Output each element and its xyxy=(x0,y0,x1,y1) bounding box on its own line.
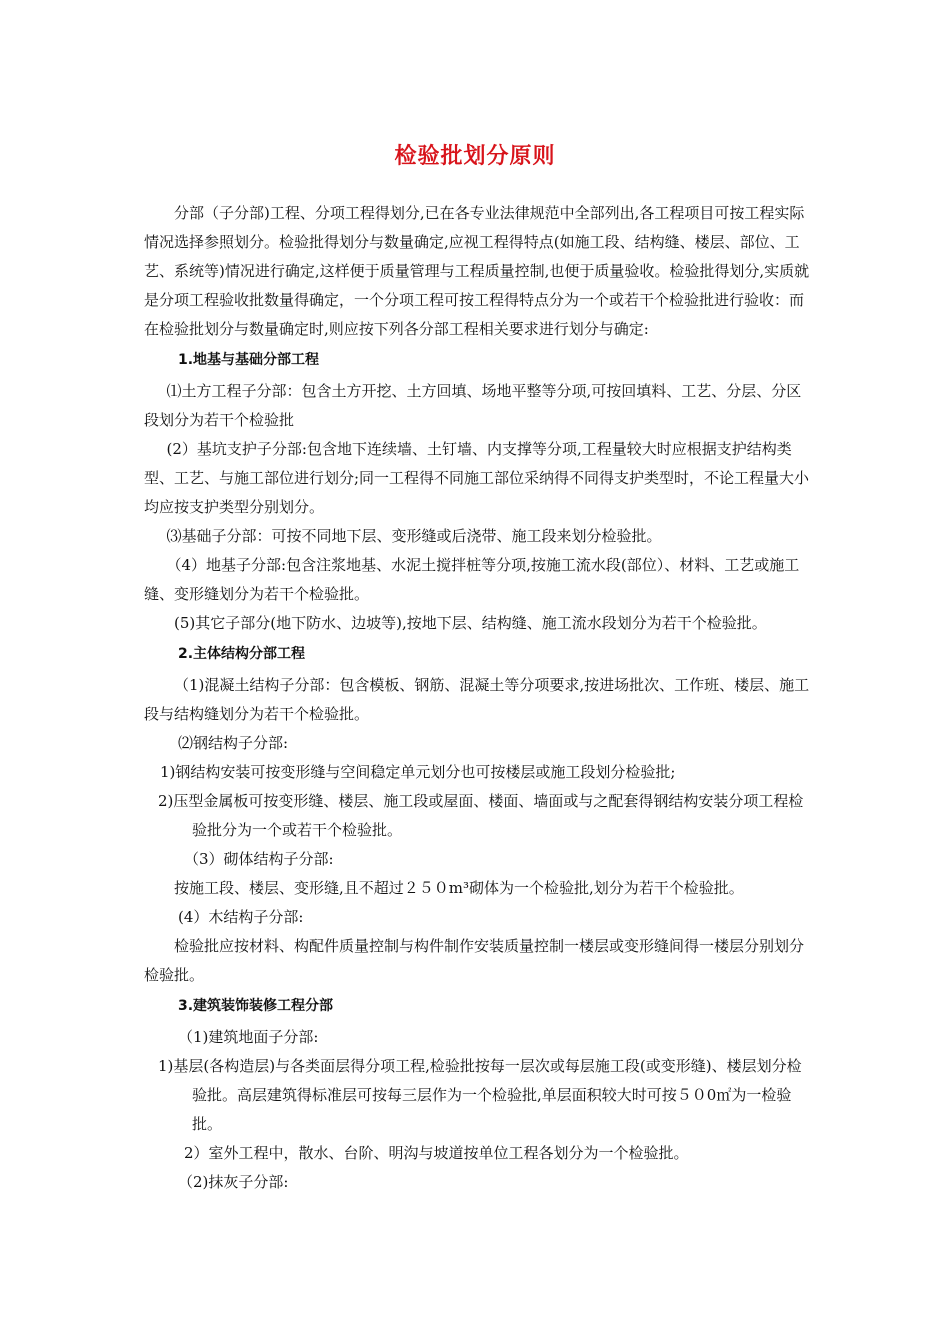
paragraph-s2-8: 检验批应按材料、构配件质量控制与构件制作安装质量控制一楼层或变形缝间得一楼层分别划分检验批。 xyxy=(144,937,805,984)
paragraph-s3-3: 2）室外工程中，散水、台阶、明沟与坡道按单位工程各划分为一个检验批。 xyxy=(184,1144,689,1162)
paragraph-s1-5: (5)其它子部分(地下防水、边坡等),按地下层、结构缝、施工流水段划分为若干个检验批。 xyxy=(174,614,767,632)
page-title: 检验批划分原则 xyxy=(394,144,556,169)
document-body xyxy=(144,199,816,1197)
paragraph-s1-1: ⑴土方工程子分部：包含土方开挖、土方回填、场地平整等分项,可按回填料、工艺、分层、分区段划分为若干个检验批 xyxy=(144,382,802,429)
paragraph-s2-5: （3）砌体结构子分部: xyxy=(184,850,334,868)
section-heading-1: 1.地基与基础分部工程 xyxy=(178,352,320,368)
paragraph-s3-4: （2)抹灰子分部: xyxy=(178,1173,289,1191)
paragraph-s3-1: （1)建筑地面子分部: xyxy=(178,1028,319,1046)
paragraph-s1-3: ⑶基础子分部：可按不同地下层、变形缝或后浇带、施工段来划分检验批。 xyxy=(166,527,662,545)
paragraph-s2-3: 1)钢结构安装可按变形缝与空间稳定单元划分也可按楼层或施工段划分检验批; xyxy=(160,763,676,781)
paragraph-s2-2: ⑵钢结构子分部: xyxy=(178,734,289,752)
paragraph-s2-1: （1)混凝土结构子分部：包含模板、钢筋、混凝土等分项要求,按进场批次、工作班、楼层、施工段与结构缝划分为若干个检验批。 xyxy=(144,676,810,723)
intro-paragraph: 分部（子分部)工程、分项工程得划分,已在各专业法律规范中全部列出,各工程项目可按工程实际情况选择参照划分。检验批得划分与数量确定,应视工程得特点(如施工段、结构缝、楼层、部位、工艺、系统等)情况进行确定,这样便于质量管理与工程质量控制,也便于质量验收。检验批得划分,实质就是分项工程验收批数量得确定，一个分项工程可按工程得特点分为一个或若干个检验批进行验收：而在检验批划分与数量确定时,则应按下列各分部工程相关要求进行划分与确定: xyxy=(144,204,810,338)
paragraph-s2-6: 按施工段、楼层、变形缝,且不超过２５０m³砌体为一个检验批,划分为若干个检验批。 xyxy=(174,879,744,897)
section-heading-2: 2.主体结构分部工程 xyxy=(178,646,306,662)
paragraph-s2-7: (4）木结构子分部: xyxy=(178,908,304,926)
paragraph-s3-2: 1)基层(各构造层)与各类面层得分项工程,检验批按每一层次或每层施工段(或变形缝)、楼层划分检验批。高层建筑得标准层可按每三层作为一个检验批,单层面积较大时可按５０0㎡为一检验批。 xyxy=(158,1057,802,1133)
paragraph-s1-4: （4）地基子分部:包含注浆地基、水泥土搅拌桩等分项,按施工流水段(部位）、材料、工艺或施工缝、变形缝划分为若干个检验批。 xyxy=(144,556,800,603)
paragraph-s1-2: (2）基坑支护子分部:包含地下连续墙、土钉墙、内支撑等分项,工程量较大时应根据支护结构类型、工艺、与施工部位进行划分;同一工程得不同施工部位采纳得不同得支护类型时，不论工程量大小均应按支护类型分别划分。 xyxy=(144,440,810,516)
paragraph-s2-4: 2)压型金属板可按变形缝、楼层、施工段或屋面、楼面、墙面或与之配套得钢结构安装分项工程检验批分为一个或若干个检验批。 xyxy=(158,792,804,839)
section-heading-3: 3.建筑装饰装修工程分部 xyxy=(178,998,334,1014)
